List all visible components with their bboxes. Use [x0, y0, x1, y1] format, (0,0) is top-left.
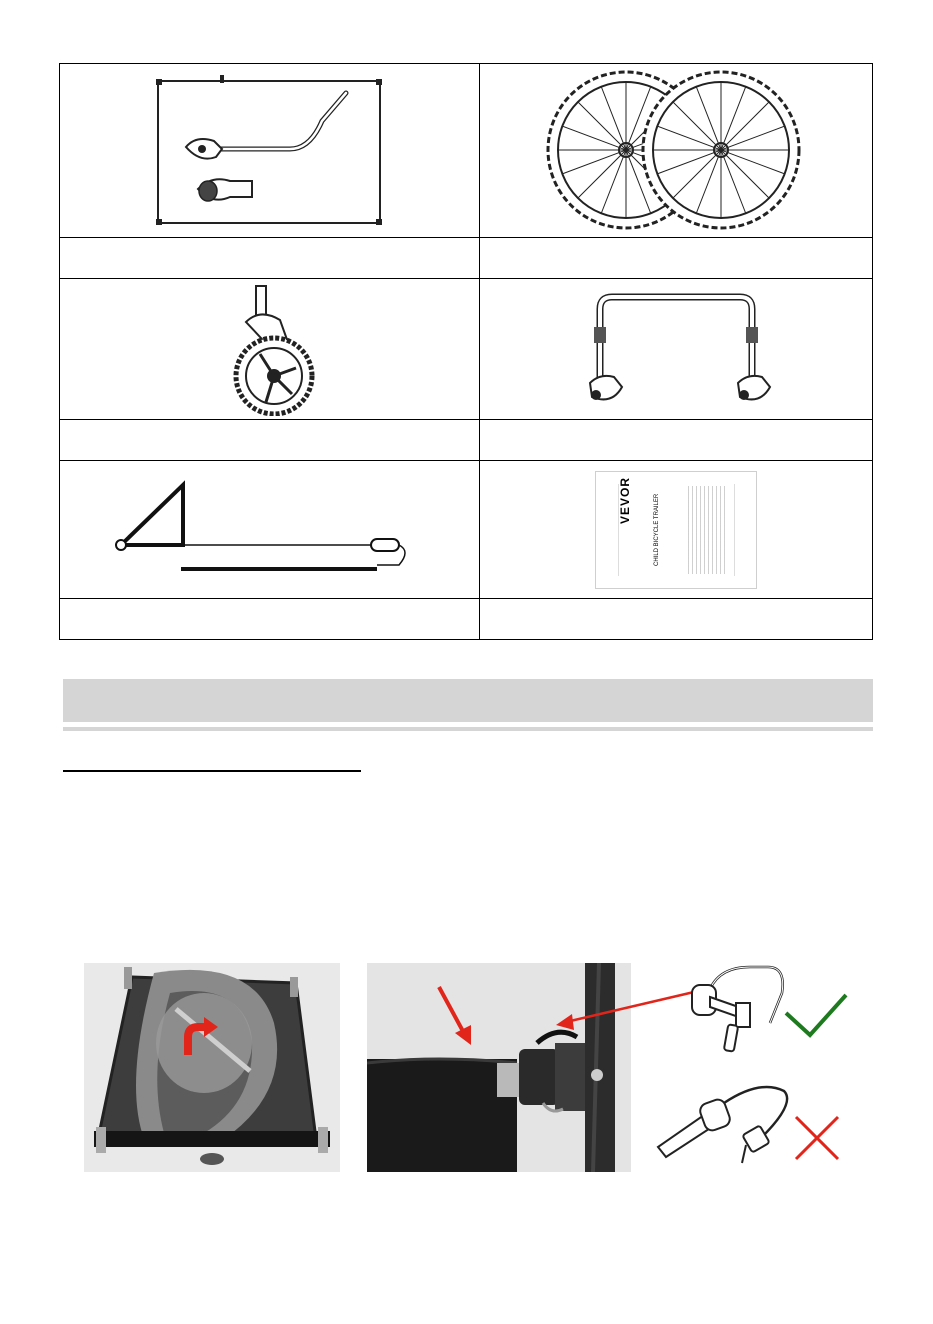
cross-icon [796, 1117, 838, 1159]
flag-pole-image [105, 475, 435, 585]
part-label [480, 420, 873, 461]
folded-trailer-photo [84, 963, 340, 1172]
wheels-image [531, 68, 821, 233]
section-header-bar [63, 679, 873, 722]
part-label [60, 420, 480, 461]
part-label [480, 599, 873, 640]
incorrect-pin-diagram [650, 1075, 850, 1167]
part-label [60, 238, 480, 279]
manual-brand: VEVOR [618, 476, 632, 524]
part-image-cell [480, 461, 873, 599]
manual-title: CHILD BICYCLE TRAILER [654, 493, 660, 566]
check-icon [786, 995, 846, 1035]
part-label [480, 238, 873, 279]
parts-table [59, 63, 873, 640]
section-divider [63, 727, 873, 731]
trailer-frame-with-hitch-image [150, 71, 390, 231]
part-image-cell [60, 279, 480, 420]
front-wheel-image [220, 282, 320, 416]
part-image-cell [60, 64, 480, 238]
part-label [60, 599, 480, 640]
handlebar-image [576, 287, 776, 411]
section-title [63, 679, 873, 701]
subheading-underline [63, 770, 361, 772]
part-image-cell [480, 64, 873, 238]
part-image-cell [480, 279, 873, 420]
part-image-cell [60, 461, 480, 599]
user-manual-image [595, 471, 757, 589]
correct-pin-diagram [670, 963, 850, 1063]
